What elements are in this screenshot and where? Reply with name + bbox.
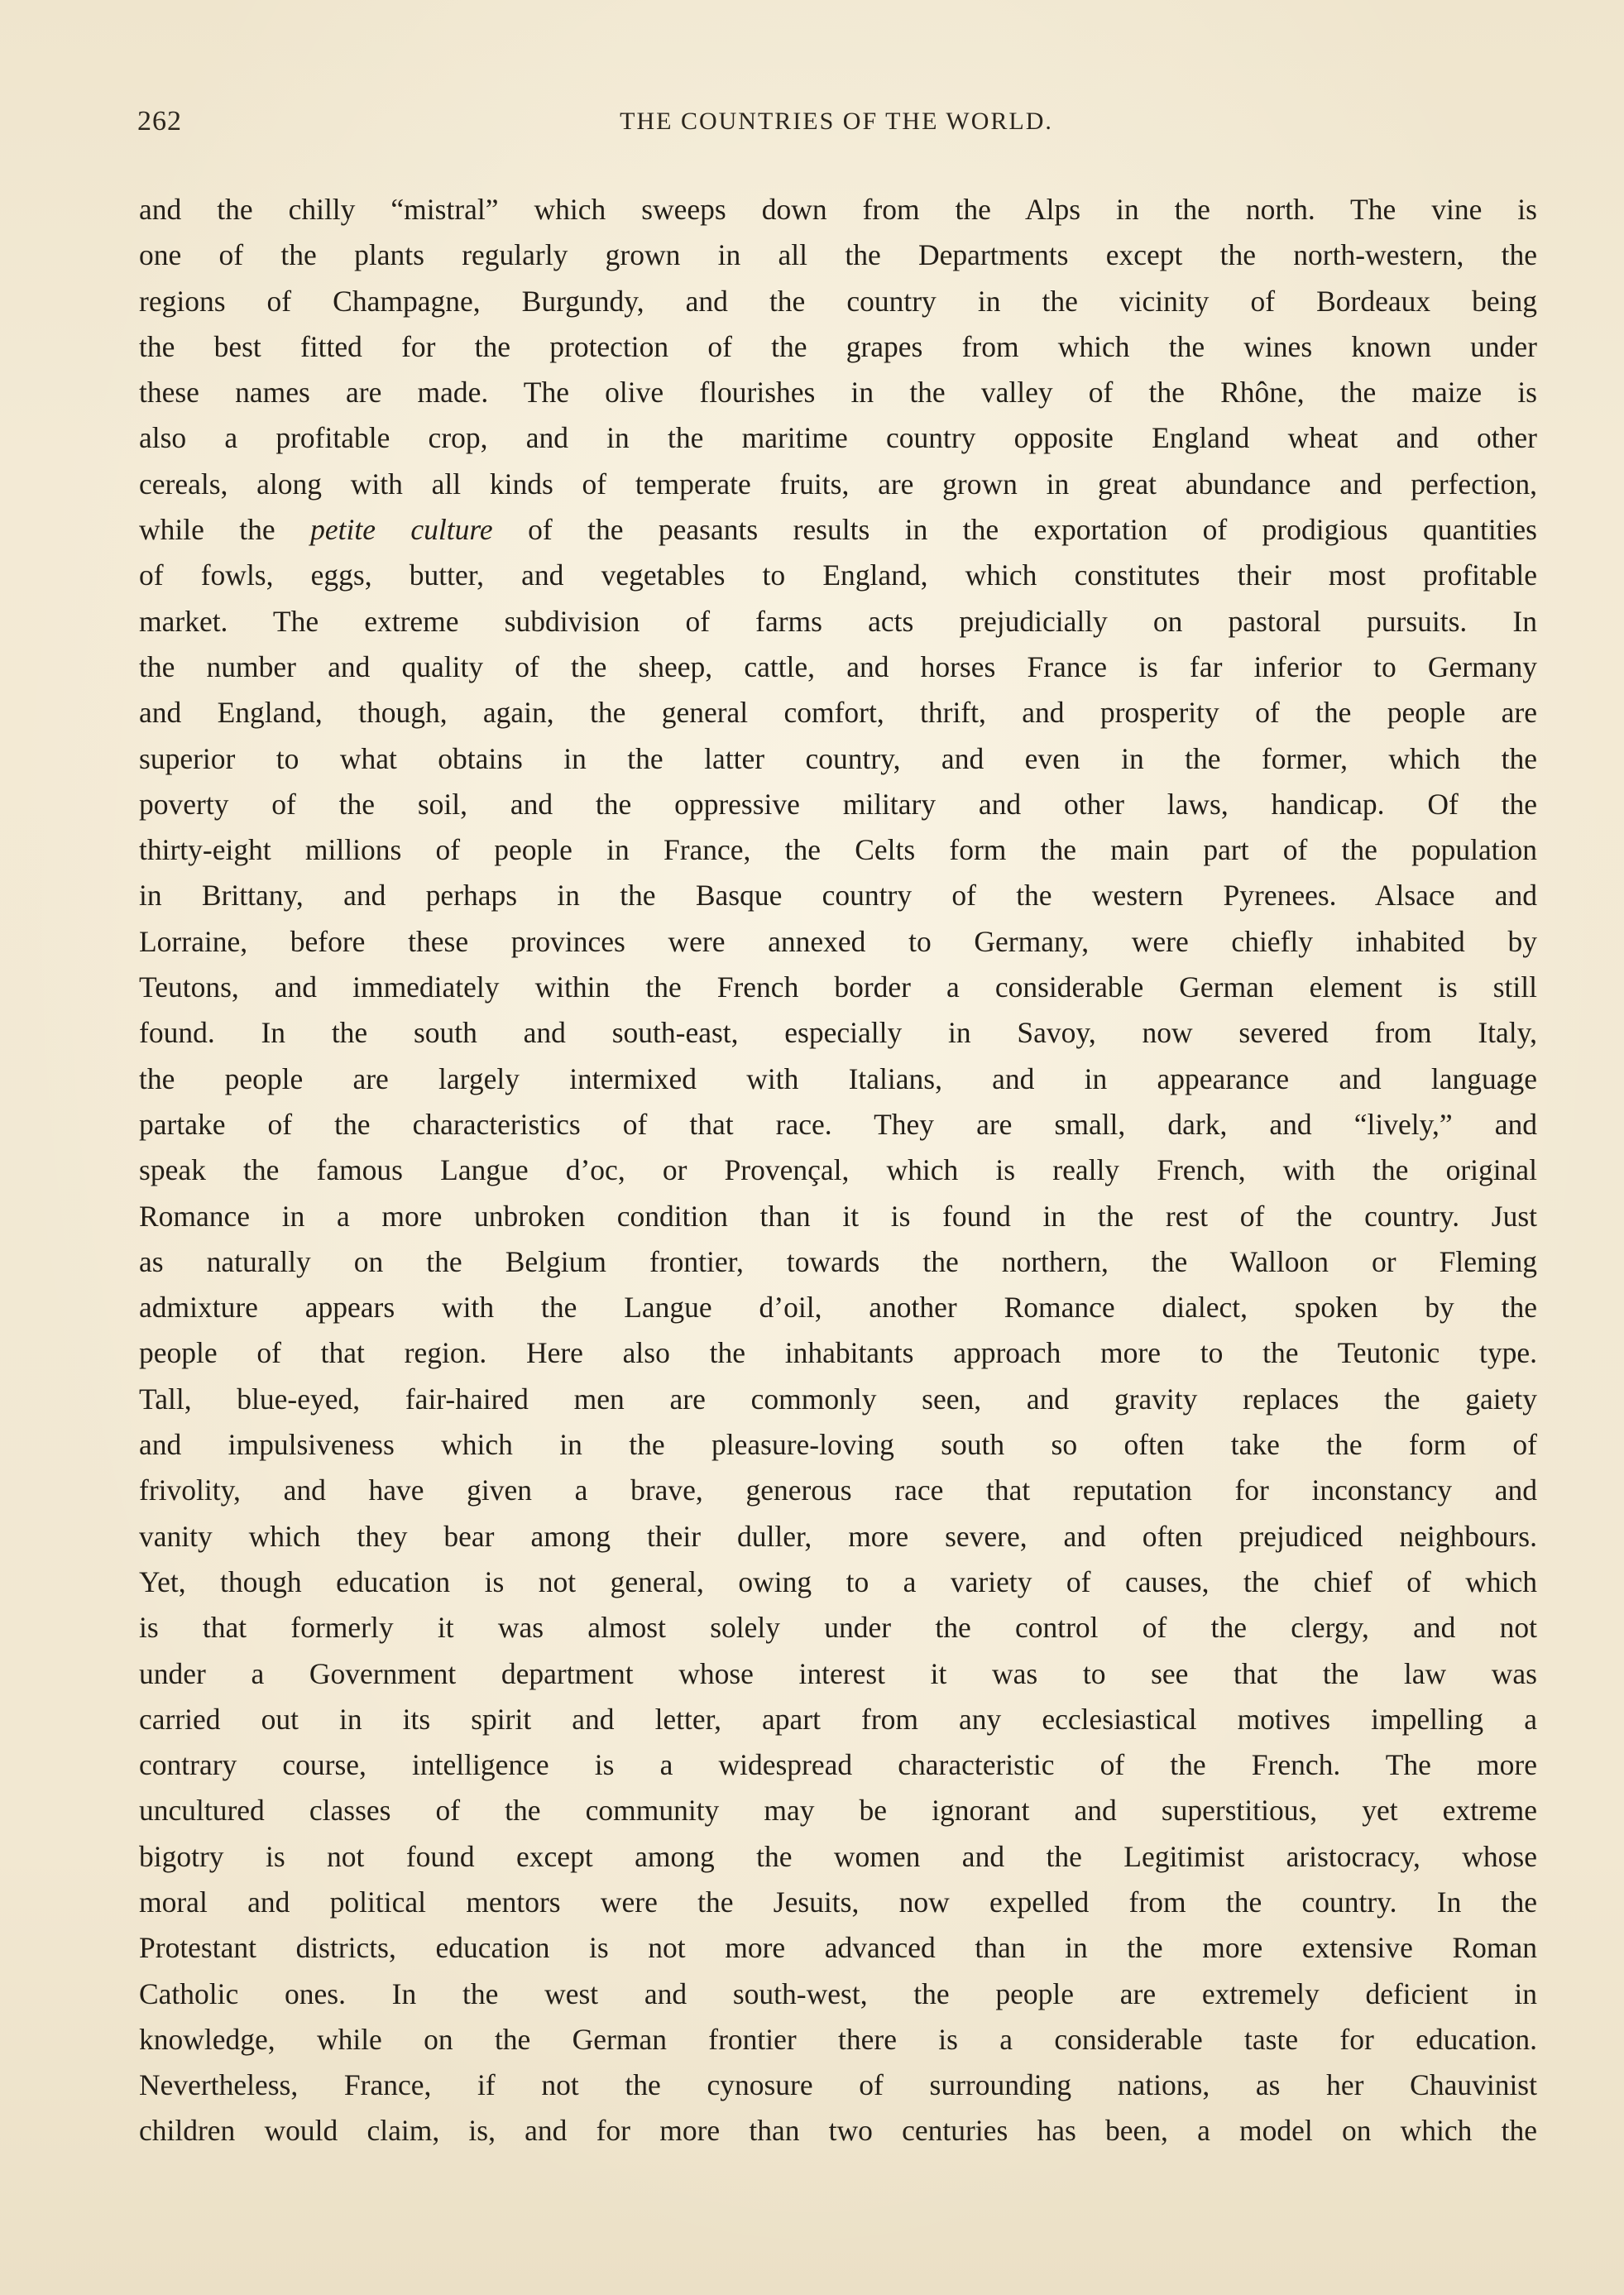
text-line: as naturally on the Belgium frontier, towards the northern, the Walloon or Fleming [139,1244,1537,1278]
text-line: Tall, blue-eyed, fair-haired men are commonly seen, and gravity replaces the gaiety [139,1382,1537,1416]
text-line: the people are largely intermixed with Italians, and in appearance and language [139,1061,1537,1095]
text-line: regions of Champagne, Burgundy, and the country in the vicinity of Bordeaux being [139,284,1537,318]
text-line: cereals, along with all kinds of temperate fruits, are grown in great abundance and perfection, [139,467,1537,501]
text-line: is that formerly it was almost solely under the control of the clergy, and not [139,1611,1537,1645]
text-line: carried out in its spirit and letter, apart from any ecclesiastical motives impelling a [139,1702,1537,1736]
text-line: uncultured classes of the community may be ignorant and superstitious, yet extreme [139,1794,1537,1828]
text-line: these names are made. The olive flourishes in the valley of the Rhône, the maize is [139,376,1537,410]
text-line: children would claim, is, and for more than two centuries has been, a model on which the [139,2114,1537,2148]
text-line: and impulsiveness which in the pleasure-loving south so often take the form of [139,1428,1537,1462]
text-line: in Brittany, and perhaps in the Basque country of the western Pyrenees. Alsace and [139,879,1537,913]
text-segment: of the peasants results in the exportation of prodigious quantities [492,513,1537,547]
text-line: found. In the south and south-east, especially in Savoy, now severed from Italy, [139,1016,1537,1050]
text-line: Protestant districts, education is not more advanced than in the more extensive Roman [139,1931,1537,1965]
text-line: Nevertheless, France, if not the cynosure of surrounding nations, as her Chauvinist [139,2068,1537,2102]
text-line: Yet, though education is not general, owing to a variety of causes, the chief of which [139,1564,1537,1598]
body-text [139,187,1537,2154]
text-line: and England, though, again, the general comfort, thrift, and prosperity of the people are [139,696,1537,730]
text-line: and the chilly “mistral” which sweeps down from the Alps in the north. The vine is [139,193,1537,226]
text-line: one of the plants regularly grown in all the Departments except the north-western, the [139,238,1537,272]
text-line: superior to what obtains in the latter country, and even in the former, which the [139,741,1537,775]
text-line: also a profitable crop, and in the maritime country opposite England wheat and other [139,421,1537,455]
text-line: moral and political mentors were the Jesuits, now expelled from the country. In the [139,1885,1537,1919]
running-title: THE COUNTRIES OF THE WORLD. [620,108,1053,135]
text-line: vanity which they bear among their duller, more severe, and often prejudiced neighbours. [139,1519,1537,1553]
text-line: Lorraine, before these provinces were annexed to Germany, were chiefly inhabited by [139,924,1537,958]
page-header [137,106,1535,146]
text-line: Catholic ones. In the west and south-west, the people are extremely deficient in [139,1976,1537,2010]
page-number: 262 [137,106,182,137]
text-line: partake of the characteristics of that race. They are small, dark, and “lively,” and [139,1107,1537,1141]
text-line: frivolity, and have given a brave, generous race that reputation for inconstancy and [139,1473,1537,1507]
italic-phrase: petite culture [310,513,493,547]
text-line: the best fitted for the protection of the grapes from which the wines known under [139,329,1537,363]
text-line: market. The extreme subdivision of farms acts prejudicially on pastoral pursuits. In [139,604,1537,638]
text-line: speak the famous Langue d’oc, or Provençal, which is really French, with the original [139,1153,1537,1187]
text-line: contrary course, intelligence is a widespread characteristic of the French. The more [139,1748,1537,1782]
text-line: admixture appears with the Langue d’oil, another Romance dialect, spoken by the [139,1291,1537,1325]
text-line: Teutons, and immediately within the French border a considerable German element is still [139,970,1537,1004]
text-line: poverty of the soil, and the oppressive military and other laws, handicap. Of the [139,787,1537,821]
text-line: bigotry is not found except among the women and the Legitimist aristocracy, whose [139,1839,1537,1873]
text-line [139,507,1537,553]
text-line: knowledge, while on the German frontier there is a considerable taste for education. [139,2022,1537,2056]
text-segment: while the [139,513,311,547]
text-line: under a Government department whose interest it was to see that the law was [139,1656,1537,1690]
text-line: of fowls, eggs, butter, and vegetables to England, which constitutes their most profitable [139,558,1537,592]
text-line: the number and quality of the sheep, cattle, and horses France is far inferior to Germany [139,649,1537,683]
text-line: people of that region. Here also the inhabitants approach more to the Teutonic type. [139,1336,1537,1370]
text-line: Romance in a more unbroken condition than it is found in the rest of the country. Just [139,1199,1537,1233]
text-line: thirty-eight millions of people in France, the Celts form the main part of the population [139,833,1537,867]
